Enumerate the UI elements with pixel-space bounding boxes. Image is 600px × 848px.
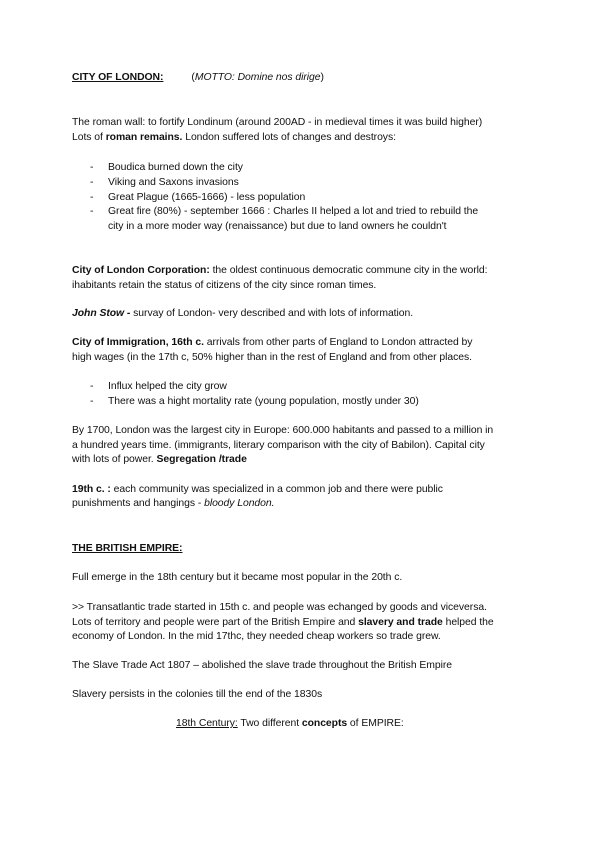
slavery-persists-line: Slavery persists in the colonies till the end of the 1830s <box>72 689 323 700</box>
immigration-line-2: high wages (in the 17th c, 50% higher than in the rest of England and from other places. <box>72 352 472 363</box>
full-emerge-line: Full emerge in the 18th century but it became most popular in the 20th c. <box>72 572 403 583</box>
list-item: Boudica burned down the city <box>108 162 243 173</box>
list-item: Great Plague (1665-1666) - less population <box>108 192 306 203</box>
transatlantic-line-2: Lots of territory and people were part of the British Empire and slavery and trade helped the <box>72 617 494 628</box>
immigration-line: City of Immigration, 16th c. arrivals from other parts of England to London attracted by <box>72 337 473 348</box>
city-of-london-heading-line <box>72 71 324 85</box>
slave-trade-act-line: The Slave Trade Act 1807 – abolished the slave trade throughout the British Empire <box>72 660 453 671</box>
roman-wall-line: The roman wall: to fortify Londinum (around 200AD - in medieval times it was build higher) <box>72 117 483 128</box>
british-empire-heading: THE BRITISH EMPIRE: <box>72 543 183 554</box>
transatlantic-line-3: economy of London. In the mid 17thc, they needed cheap workers so trade grew. <box>72 631 441 642</box>
bullet-dash: - <box>90 192 94 203</box>
year-1700-line-2: a hundred years time. (immigrants, literary comparison with the city of Babilon). Capital city <box>72 440 485 451</box>
list-item: Influx helped the city grow <box>108 381 227 392</box>
transatlantic-line-1: >> Transatlantic trade started in 15th c. and people was echanged by goods and viceversa. <box>72 602 487 613</box>
bullet-dash: - <box>90 177 94 188</box>
bullet-dash: - <box>90 206 94 217</box>
list-item: Viking and Saxons invasions <box>108 177 239 188</box>
concepts-of-empire-line: 18th Century: Two different concepts of EMPIRE: <box>176 718 404 729</box>
john-stow-line: John Stow - survay of London- very described and with lots of information. <box>72 308 414 319</box>
corporation-line: City of London Corporation: the oldest continuous democratic commune city in the world: <box>72 265 488 276</box>
bullet-dash: - <box>90 162 94 173</box>
roman-remains-line: Lots of roman remains. London suffered lots of changes and destroys: <box>72 132 396 143</box>
bullet-dash: - <box>90 396 94 407</box>
nineteenth-century-line: 19th c. : each community was specialized in a common job and there were public <box>72 484 443 495</box>
list-item-continuation: city in a more moder way (renaissance) but due to land owners he couldn't <box>108 221 447 232</box>
nineteenth-century-line-2: punishments and hangings - bloody London. <box>72 498 275 509</box>
corporation-line-2: ihabitants retain the status of citizens of the city since roman times. <box>72 280 377 291</box>
city-of-london-title: CITY OF LONDON: <box>72 72 164 83</box>
year-1700-line-3: with lots of power. Segregation /trade <box>72 454 247 465</box>
motto: (MOTTO: Domine nos dirige) <box>191 72 324 83</box>
bullet-dash: - <box>90 381 94 392</box>
list-item: There was a hight mortality rate (young population, mostly under 30) <box>108 396 419 407</box>
year-1700-line-1: By 1700, London was the largest city in Europe: 600.000 habitants and passed to a million in <box>72 425 494 436</box>
list-item: Great fire (80%) - september 1666 : Charles II helped a lot and tried to rebuild the <box>108 206 479 217</box>
